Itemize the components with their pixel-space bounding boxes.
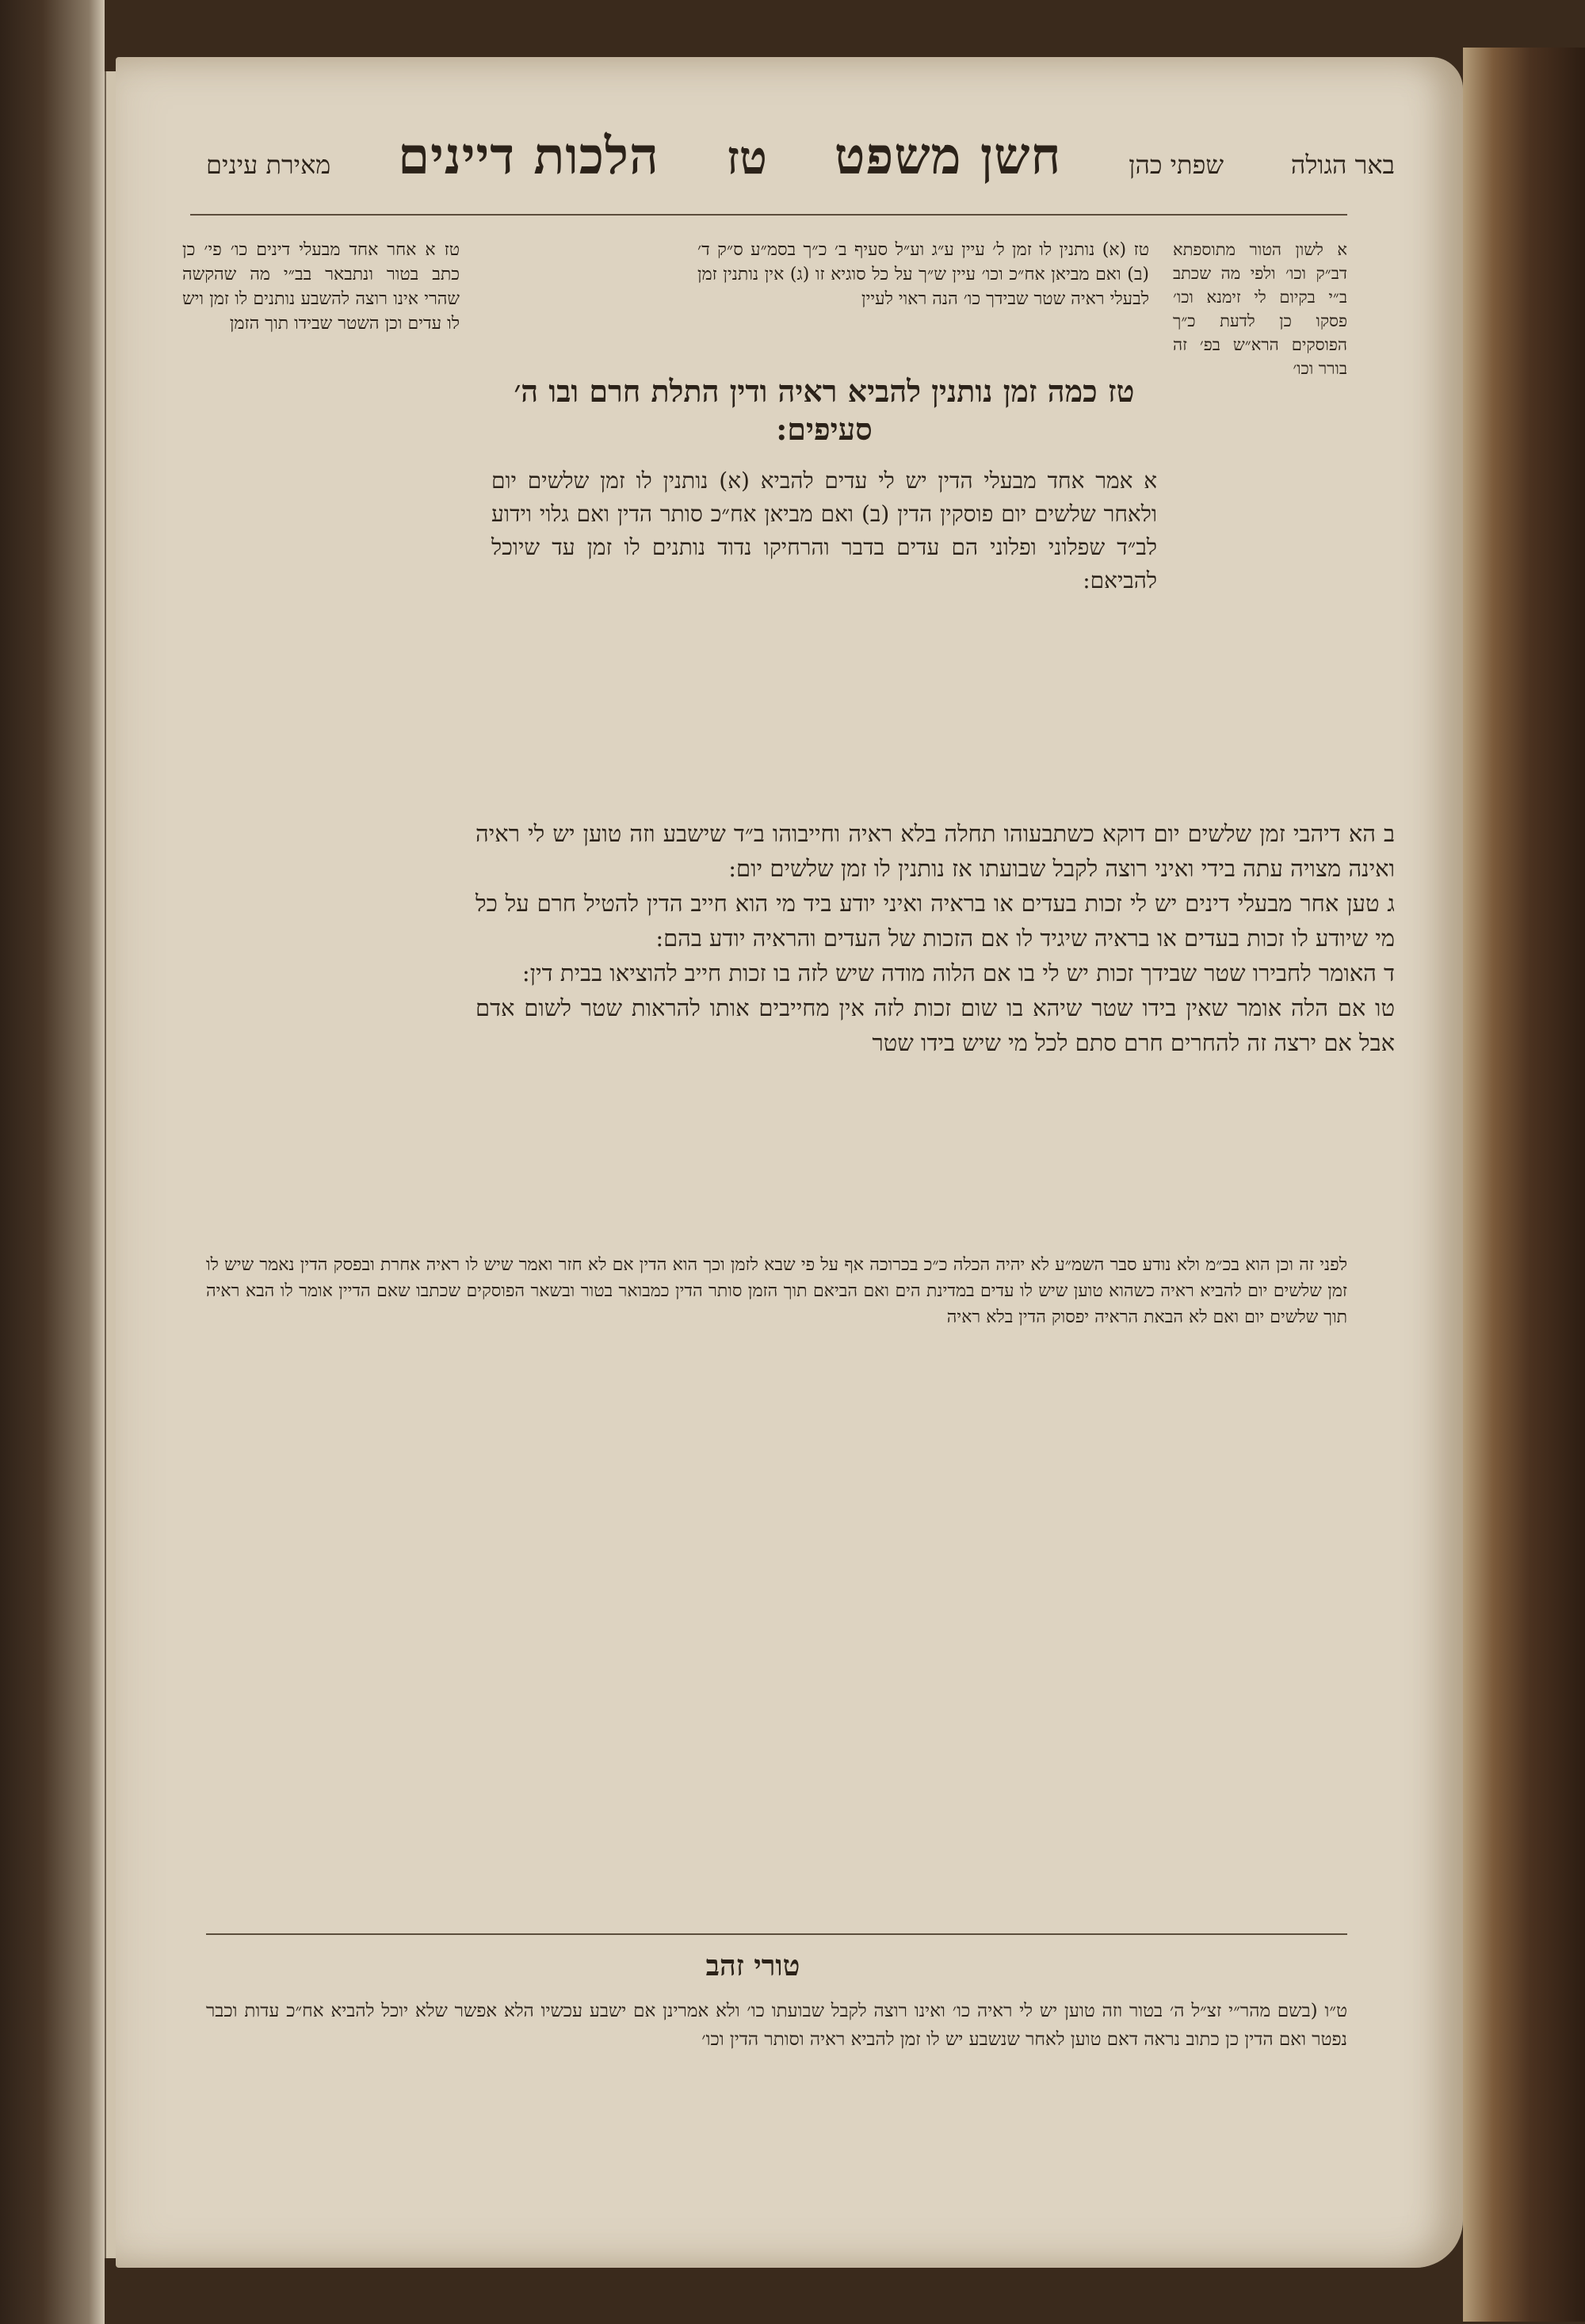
main-text-continued	[476, 816, 1395, 1060]
meirat-einayim-column: טז א אחר אחד מבעלי דינים כו׳ פי׳ כן כתב בטור ונתבאר בב״י מה שהקשה שהרי אינו רוצה להשבע נותנים לו זמן ויש לו עדים וכן השטר שבידו תוך הזמן	[182, 240, 460, 334]
main-paragraph-3: ג טען אחר מבעלי דינים יש לי זכות בעדים או בראיה ואיני יודע ביד מי הוא חייב הדין להטיל חרם על כל מי שיודע לו זכות בעדים או בראיה שיגיד לו אם הזכות של העדים והראיה יודע בהם:	[476, 890, 1395, 952]
header-beer-hagolah: באר הגולה	[1290, 150, 1395, 180]
main-paragraph-4: ד האומר לחבירו שטר שבידך זכות יש לי בו אם הלוה מודה שיש לזה בו זכות חייב להוציאו בבית דין:	[521, 960, 1395, 986]
book-spine-left	[0, 0, 105, 2324]
taz-rule	[206, 1933, 1347, 1935]
beer-hagolah-column: א לשון הטור מתוספתא דב״ק וכו׳ ולפי מה שכתב ב״י בקיום לי זימנא וכו׳ פסקו כן לדעת כ״ך הפוסקים הרא״ש בפ׳ זה בורר וכו׳	[1173, 240, 1347, 378]
shach-column: טז (א) נותנין לו זמן ל׳ עיין ע״ג וע״ל סעיף ב׳ כ״ך בסמ״ע ס״ק ד׳ (ב) ואם מביאן אח״כ וכו׳ עיין ש״ך על כל סוגיא זו (ג) אין נותנין זמן לבעלי ראיה שטר שבידך כו׳ הנה ראוי לעיין	[697, 240, 1149, 309]
main-text-block	[491, 372, 1157, 597]
page-edge-right	[1463, 48, 1585, 2322]
header-book-name: חשן משפט	[834, 127, 1062, 186]
header-shach: שפתי כהן	[1129, 150, 1224, 180]
main-paragraph-5: טו אם הלה אומר שאין בידו שטר שיהא בו שום זכות לזה אין מחייבים אותו להראות שטר לשום אדם אבל אם ירצה זה להחרים חרם סתם לכל מי שיש בידו שטר	[476, 994, 1395, 1056]
header-rule	[190, 214, 1347, 216]
main-paragraph-2: ב הא דיהבי זמן שלשים יום דוקא כשתבעוהו תחלה בלא ראיה וחייבוהו ב״ד שישבע וזה טוען יש לי ראיה ואינה מצויה עתה בידי ואיני רוצה לקבל שבועתו אז נותנין לו זמן שלשים יום:	[476, 820, 1395, 882]
header-meirat-einayim: מאירת עינים	[206, 150, 331, 180]
taz-text: ט״ו (בשם מהר״י זצ״ל ה׳ בטור וזה טוען יש לי ראיה כו׳ ואינו רוצה לקבל שבועתו כו׳ ולא אמרינן אם ישבע עכשיו הלא אפשר שלא יוכל להביא אח״כ עדות וכבר נפטר ואם הדין כן כתוב נראה דאם טוען לאחר שנשבע יש לו זמן להביא ראיה וסותר הדין וכו׳	[206, 2001, 1347, 2050]
siman-heading: טז כמה זמן נותנין להביא ראיה ודין התלת חרם ובו ה׳ סעיפים:	[514, 373, 1135, 447]
header-section-name: הלכות דיינים	[398, 127, 659, 186]
taz-title: טורי זהב	[705, 1949, 800, 1982]
lower-commentary: לפני זה וכן הוא בכ״מ ולא נודע סבר השמ״ע לא יהיה הכלה כ״כ בכרוכה אף על פי שבא לזמן וכך הוא הדין אם לא חזר ואמר שיש לו ראיה אחרת ובפסק הדין נאמר שיש לו זמן שלשים יום להביא ראיה כשהוא טוען שיש לו עדים במדינת הים ואם הביאם תוך הזמן סותר הדין כמבואר בטור ובשאר הפוסקים שכתבו שאם הדיין אומר לו הבא ראיה תוך שלשים יום ואם לא הבאת הראיה יפסוק הדין בלא ראיה	[206, 1255, 1347, 1327]
main-paragraph-1: א אמר אחד מבעלי הדין יש לי עדים להביא (א) נותנין לו זמן שלשים יום ולאחר שלשים יום פוסקין הדין (ב) ואם מביאן אח״כ סותר הדין ואם גלוי וידוע לב״ד שפלוני ופלוני הם עדים בדבר והרחיקו נדוד נותנים לו זמן עד שיוכל להביאם:	[491, 467, 1157, 593]
running-header	[206, 127, 1395, 206]
page-number: טז	[726, 131, 767, 185]
